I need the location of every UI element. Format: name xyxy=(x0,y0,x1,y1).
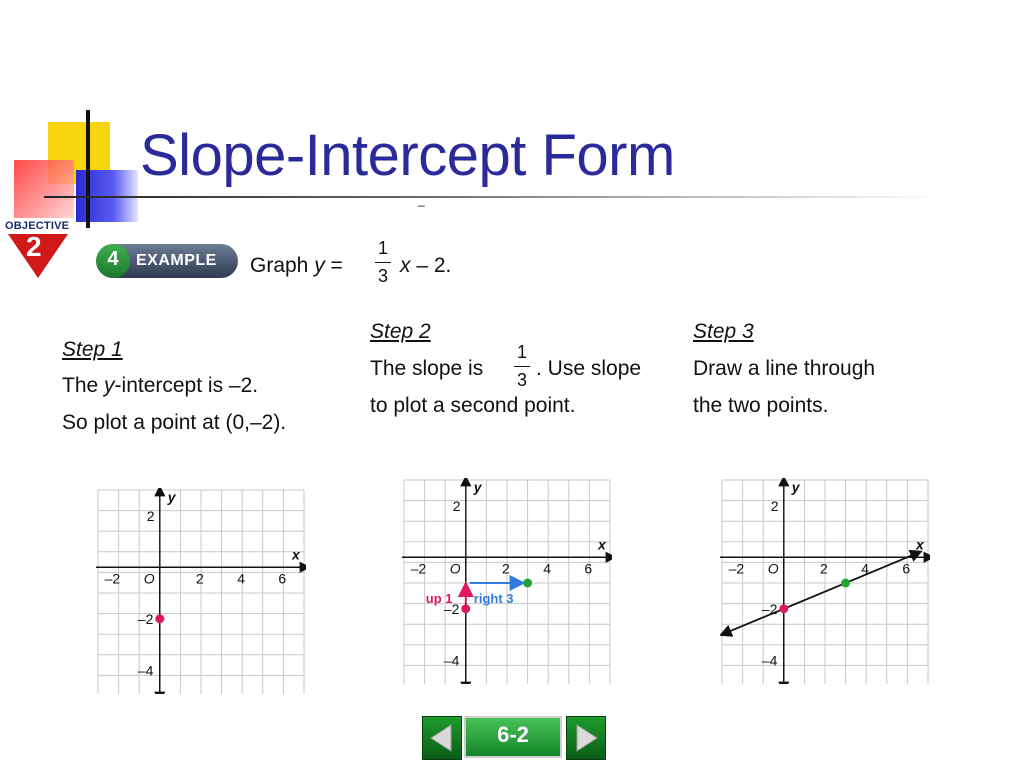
step1-heading: Step 1 xyxy=(62,338,123,361)
step2-heading: Step 2 xyxy=(370,320,431,343)
objective-label: OBJECTIVE xyxy=(5,220,70,232)
origin-label: O xyxy=(767,560,779,577)
page-title: Slope-Intercept Form xyxy=(140,123,675,188)
x-tick-label: 4 xyxy=(861,560,869,577)
data-point xyxy=(841,579,850,588)
origin-label: O xyxy=(143,570,155,587)
lesson-number: 6-2 xyxy=(497,722,529,747)
equation-prefix: Graph y = xyxy=(250,254,343,277)
next-slide-button[interactable] xyxy=(566,716,606,760)
equation-suffix: x – 2. xyxy=(400,254,452,277)
step2-line2: to plot a second point. xyxy=(370,394,576,417)
stray-mark: – xyxy=(418,198,425,212)
step1-line1: The y-intercept is –2. xyxy=(62,374,259,397)
y-tick-label: –2 xyxy=(137,610,154,627)
y-tick-label: –2 xyxy=(761,600,778,617)
grid xyxy=(98,490,304,694)
decor-vertical-line xyxy=(86,110,90,228)
data-point xyxy=(155,614,164,623)
x-tick-label: 6 xyxy=(584,560,593,577)
annotation-up: up 1 xyxy=(425,591,453,606)
step3-heading: Step 3 xyxy=(693,320,754,343)
step2-fraction-bar xyxy=(514,366,530,367)
step1-line2: So plot a point at (0,–2). xyxy=(62,411,287,434)
example-label: EXAMPLE xyxy=(136,252,217,269)
x-axis-label: x xyxy=(916,536,924,553)
equation-fraction-denominator: 3 xyxy=(378,266,389,286)
step2-line1-post: . Use slope xyxy=(536,357,642,380)
equation-fraction-numerator: 1 xyxy=(378,238,389,258)
origin-label: O xyxy=(449,560,461,577)
objective-number: 2 xyxy=(26,231,42,262)
x-tick-label: 2 xyxy=(502,560,510,577)
x-tick-label: –2 xyxy=(410,560,427,577)
y-tick-label: –2 xyxy=(443,600,460,617)
y-axis-label: y xyxy=(473,479,482,495)
x-tick-label: –2 xyxy=(104,570,121,587)
y-axis-label: y xyxy=(791,479,800,495)
x-tick-label: –2 xyxy=(728,560,745,577)
title-underline xyxy=(44,196,944,198)
prev-slide-button[interactable] xyxy=(422,716,462,760)
graph-step3 xyxy=(720,478,930,684)
graph-step1 xyxy=(96,488,306,694)
example-number: 4 xyxy=(107,248,119,270)
step3-line2: the two points. xyxy=(693,394,829,417)
annotation-right: right 3 xyxy=(473,591,514,606)
x-tick-label: 6 xyxy=(278,570,287,587)
x-tick-label: 2 xyxy=(820,560,828,577)
y-tick-label: 2 xyxy=(146,507,155,524)
decor-red-square xyxy=(14,160,74,218)
graph-step2 xyxy=(402,478,612,684)
x-tick-label: 6 xyxy=(902,560,911,577)
data-point xyxy=(779,604,788,613)
y-tick-label: –4 xyxy=(137,662,154,679)
y-tick-label: 2 xyxy=(770,497,779,514)
step2-line1-pre: The slope is xyxy=(370,357,484,380)
x-tick-label: 4 xyxy=(543,560,551,577)
y-tick-label: –4 xyxy=(761,652,778,669)
data-point xyxy=(523,579,532,588)
grid xyxy=(722,480,928,684)
x-tick-label: 4 xyxy=(237,570,245,587)
y-tick-label: –4 xyxy=(443,652,460,669)
step2-fraction-denominator: 3 xyxy=(517,370,528,390)
x-axis-label: x xyxy=(292,546,300,563)
equation-fraction-bar xyxy=(375,262,391,263)
equation-y: y xyxy=(314,254,325,277)
data-point xyxy=(461,604,470,613)
y-axis-label: y xyxy=(167,489,176,505)
example-badge xyxy=(96,244,238,278)
x-axis-label: x xyxy=(598,536,606,553)
step2-fraction-numerator: 1 xyxy=(517,342,528,362)
x-tick-label: 2 xyxy=(196,570,204,587)
step3-line1: Draw a line through xyxy=(693,357,876,380)
next-arrow-icon xyxy=(567,717,605,759)
y-tick-label: 2 xyxy=(452,497,461,514)
previous-arrow-icon xyxy=(423,717,461,759)
